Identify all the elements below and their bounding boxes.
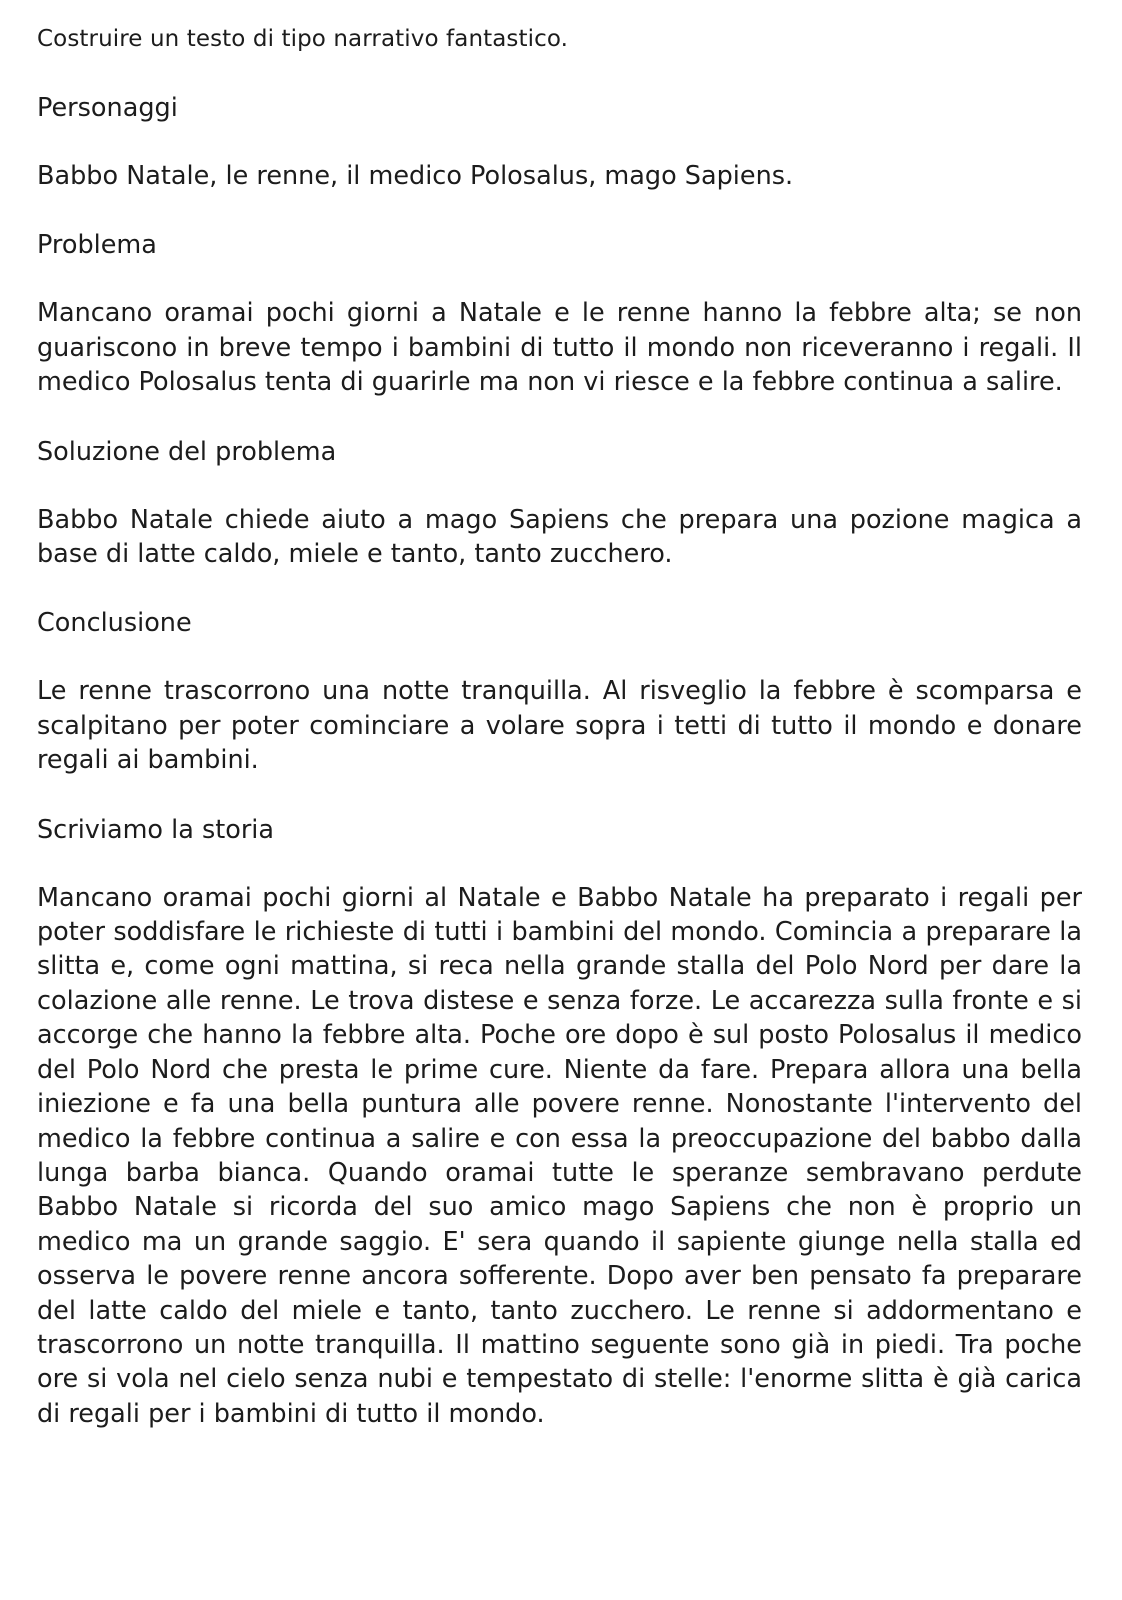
- section-text-personaggi: Babbo Natale, le renne, il medico Polosalus, mago Sapiens.: [37, 161, 794, 191]
- section-heading-personaggi: Personaggi: [37, 93, 178, 123]
- section-text-storia: Mancano oramai pochi giorni al Natale e Babbo Natale ha preparato i regali per poter soddisfare le richieste di tutti i bambini del mondo. Comincia a preparare la slitta e, come ogni mattina, si reca nella grande stalla del Polo Nord per dare la colazione alle renne. Le trova distese e senza forze. Le accarezza sulla fronte e si accorge che hanno la febbre alta. Poche ore dopo è sul posto Polosalus il medico del Polo Nord che presta le prime cure. Niente da fare. Prepara allora una bella iniezione e fa una bella puntura alle povere renne. Nonostante l'intervento del medico la febbre continua a salire e con essa la preoccupazione del babbo dalla lunga barba bianca. Quando oramai tutte le speranze sembravano perdute Babbo Natale si ricorda del suo amico mago Sapiens che non è proprio un medico ma un grande saggio. E' sera quando il sapiente giunge nella stalla ed osserva le povere renne ancora sofferente. Dopo aver ben pensato fa preparare del latte caldo del miele e tanto, tanto zucchero. Le renne si addormentano e trascorrono un notte tranquilla. Il mattino seguente sono già in piedi. Tra poche ore si vola nel cielo senza nubi e tempestato di stelle: l'enorme slitta è già carica di regali per i bambini di tutto il mondo.: [37, 882, 1082, 1429]
- section-heading-problema: Problema: [37, 230, 157, 261]
- section-heading-conclusione: Conclusione: [37, 608, 192, 639]
- section-heading-soluzione: Soluzione del problema: [37, 436, 337, 467]
- section-text-conclusione: Le renne trascorrono una notte tranquilla. Al risveglio la febbre è scomparsa e scalpitano per poter cominciare a volare sopra i tetti di tutto il mondo e donare regali ai bambini.: [37, 676, 1082, 776]
- section-heading-storia: Scriviamo la storia: [37, 814, 275, 845]
- section-text-problema: Mancano oramai pochi giorni a Natale e le renne hanno la febbre alta; se non guariscono in breve tempo i bambini di tutto il mondo non riceveranno i regali. Il medico Polosalus tenta di guarirle ma non vi riesce e la febbre continua a salire.: [37, 298, 1082, 398]
- section-text-soluzione: Babbo Natale chiede aiuto a mago Sapiens che prepara una pozione magica a base di latte caldo, miele e tanto, tanto zucchero.: [37, 504, 1082, 570]
- document-title: Costruire un testo di tipo narrativo fantastico.: [37, 26, 569, 52]
- document-page: [37, 22, 1082, 1431]
